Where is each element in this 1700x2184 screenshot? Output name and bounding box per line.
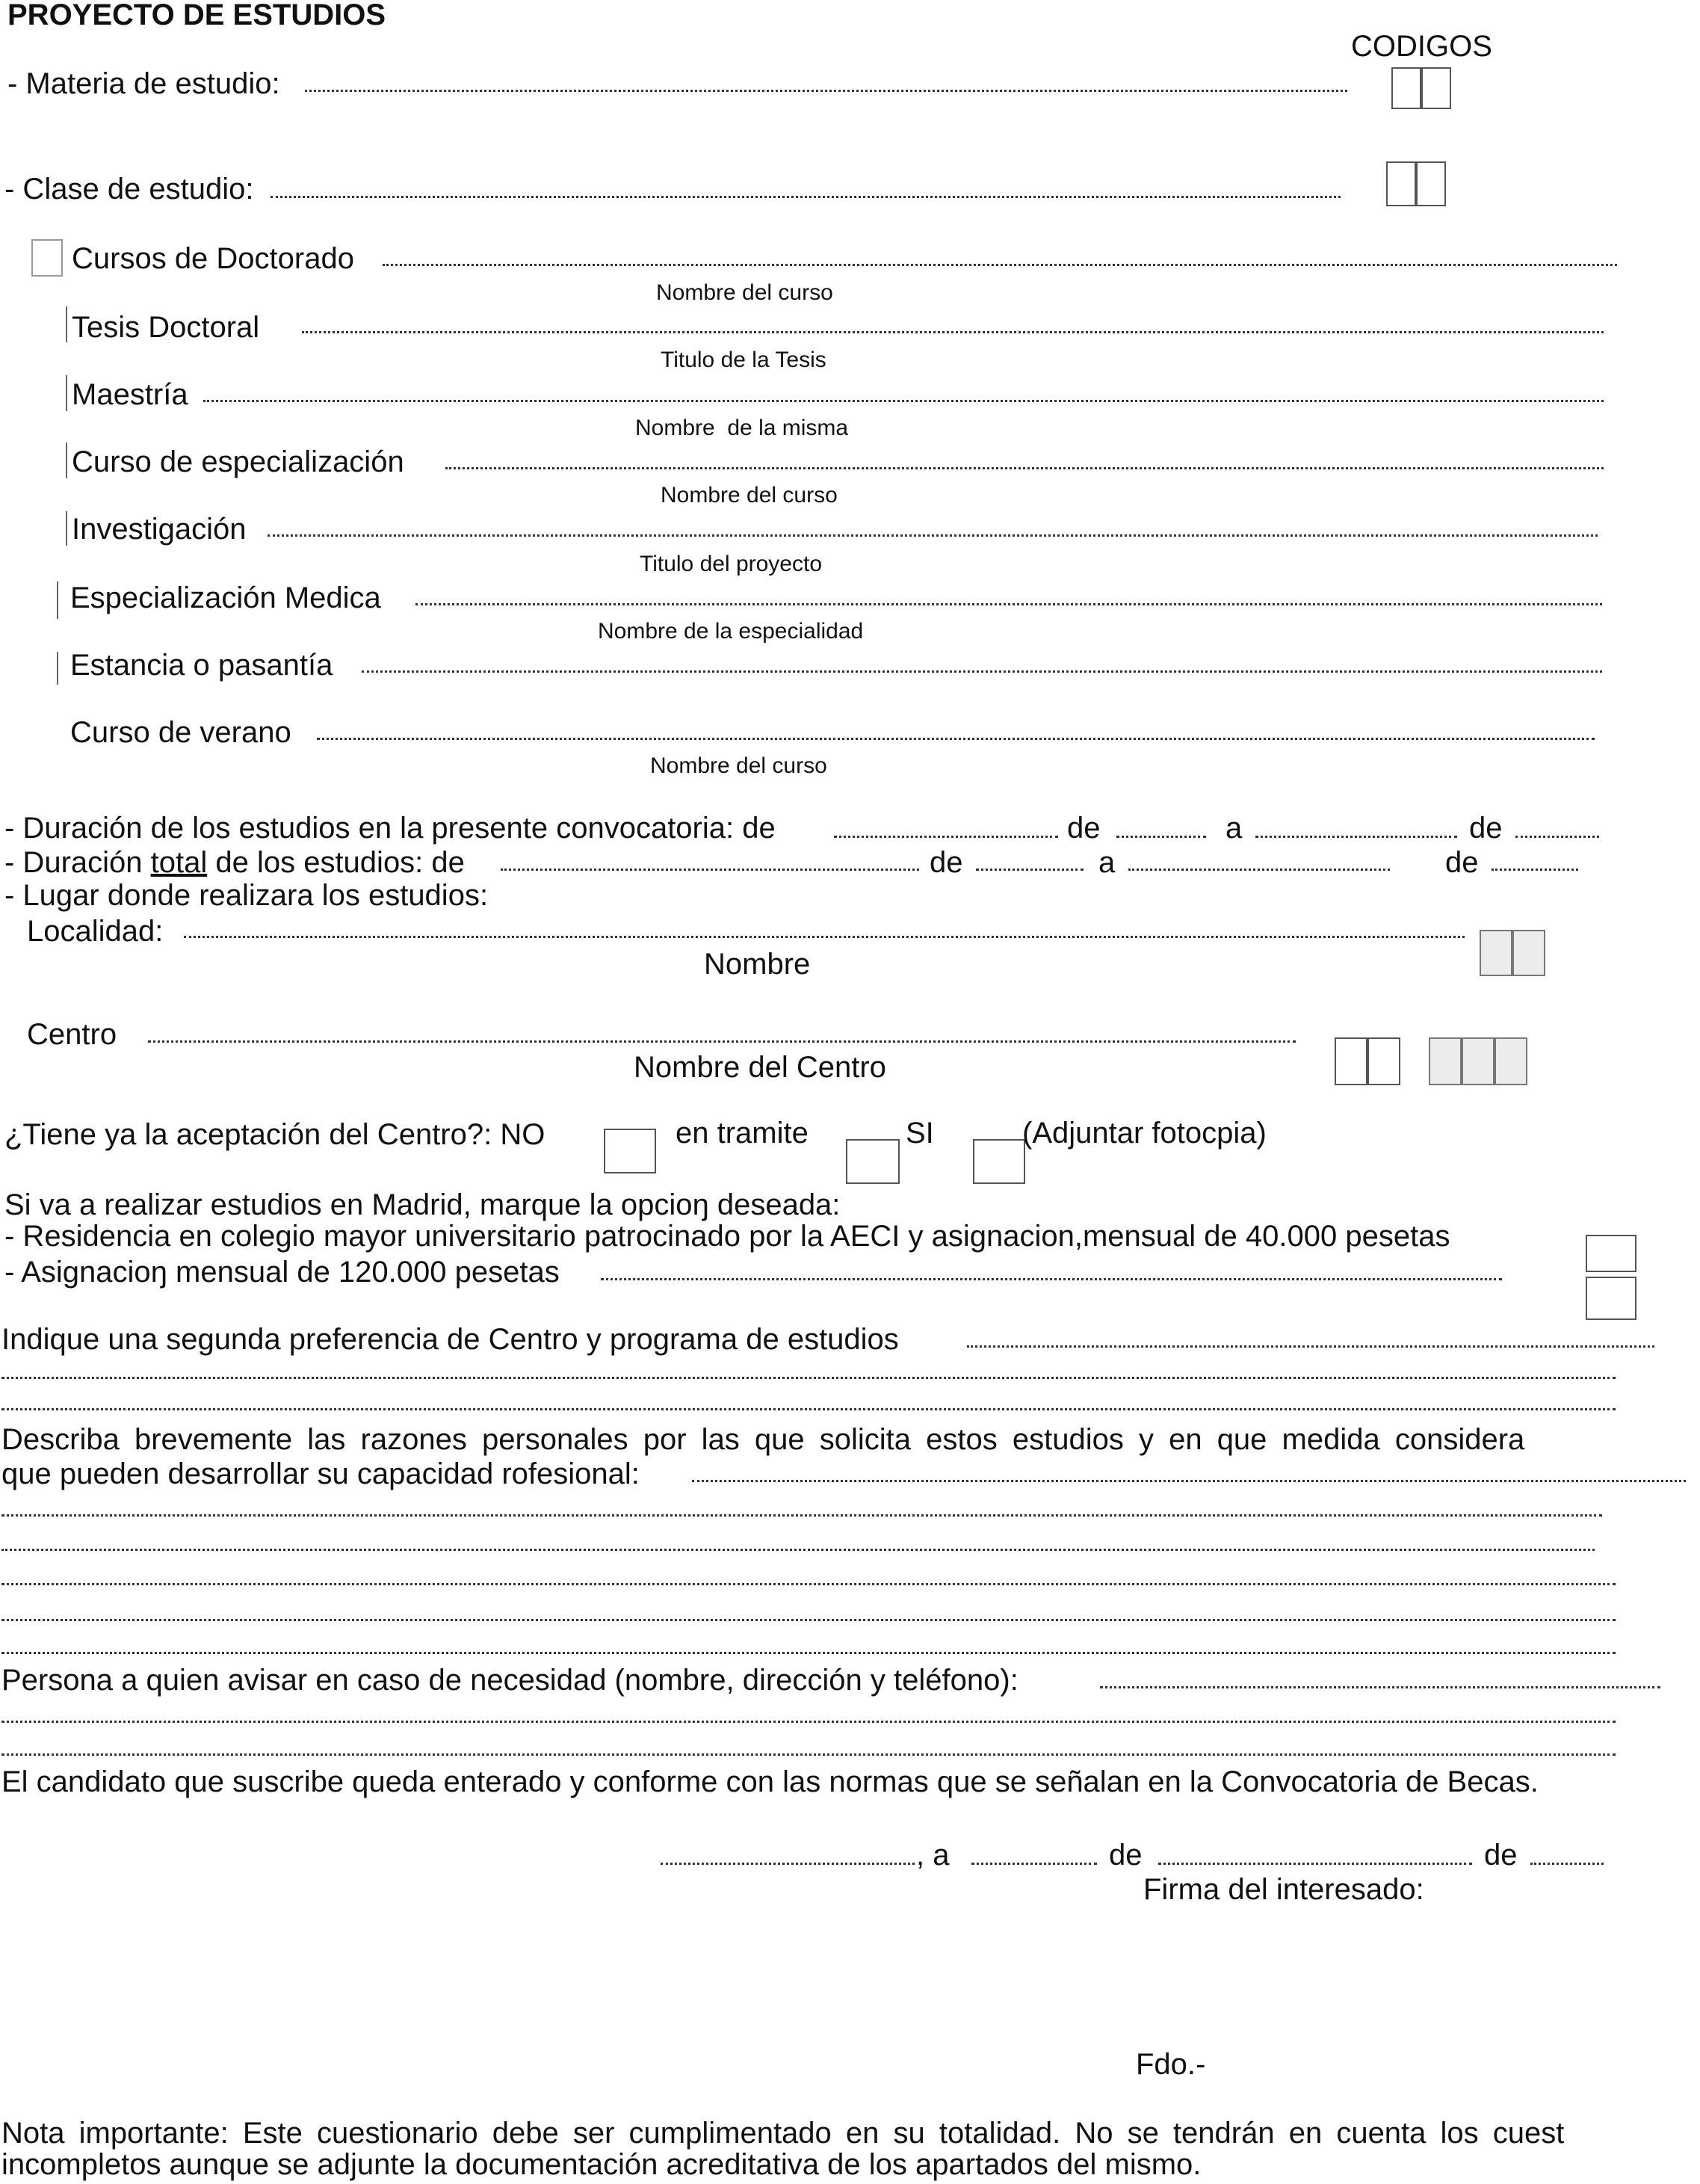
nota-line-1: Nota importante: Este cuestionario debe ser cumplimentado en su totalidad. No se tendrán en cuenta los cuest [1,2117,1565,2150]
persona-aviso-label: Persona a quien avisar en caso de necesidad (nombre, dirección y teléfono): [1,1664,1019,1697]
madrid-option-asignacion: - Asignacioŋ mensual de 120.000 pesetas [4,1256,560,1289]
madrid-asignacion-checkbox[interactable] [1586,1277,1636,1320]
madrid-asignacion-line [601,1278,1502,1280]
duration-total-to-day[interactable] [1128,869,1390,871]
fecha-de2: de [1484,1839,1518,1872]
option-checkbox-estancia[interactable] [57,652,58,685]
madrid-option-residencia: - Residencia en colegio mayor universitario patrocinado por la AECI y asignacion,mensual de 40.000 pesetas [4,1220,1450,1253]
razones-line-1[interactable] [692,1480,1686,1482]
materia-label: - Materia de estudio: [7,67,280,100]
madrid-intro: Si va a realizar estudios en Madrid, marque la opcioŋ deseada: [4,1188,841,1221]
razones-line-4[interactable] [1,1583,1616,1585]
duration-total-de2: de [1445,846,1479,879]
option-checkbox-doctorado[interactable] [31,239,63,277]
razones-prompt-line-2: que pueden desarrollar su capacidad rofesional: [1,1457,640,1490]
option-line-estancia[interactable] [362,670,1602,673]
materia-code-box-1[interactable] [1391,67,1421,109]
option-line-investigacion[interactable] [268,534,1598,537]
duration-total-de: de [930,846,963,879]
segunda-preferencia-line-3[interactable] [1,1408,1616,1410]
aceptacion-question: ¿Tiene ya la aceptación del Centro?: NO [4,1118,545,1151]
materia-code-box-2[interactable] [1421,67,1451,109]
option-line-maestria[interactable] [203,400,1604,402]
centro-code-box-1[interactable] [1335,1037,1367,1085]
aceptacion-tramite-label: en tramite [676,1117,809,1150]
razones-prompt-line-1: Describa brevemente las razones personales por las que solicita estos estudios y en que medida considera [1,1423,1525,1456]
option-sub-tesis: Titulo de la Tesis [661,348,826,372]
fecha-dia-line[interactable] [971,1863,1097,1865]
form-title: PROYECTO DE ESTUDIOS [7,0,386,31]
duration-current-to-month[interactable] [1515,836,1599,838]
lugar-label: - Lugar donde realizara los estudios: [4,879,489,912]
razones-line-5[interactable] [1,1619,1616,1621]
option-label-tesis: Tesis Doctoral [72,311,260,344]
option-checkbox-maestria[interactable] [66,375,67,411]
aceptacion-si-checkbox[interactable] [973,1139,1025,1184]
option-checkbox-tesis[interactable] [66,306,67,342]
option-label-estancia: Estancia o pasantía [70,649,333,682]
option-sub-medica: Nombre de la especialidad [598,619,864,644]
centro-code-box-4[interactable] [1462,1037,1495,1085]
option-checkbox-especializacion[interactable] [66,442,67,478]
centro-sub: Nombre del Centro [634,1051,886,1084]
option-label-maestria: Maestría [72,378,188,411]
duration-total-a: a [1098,846,1116,879]
duration-current-to-day[interactable] [1255,836,1457,838]
localidad-code-box-1[interactable] [1480,930,1512,976]
duration-total-label: - Duración total de los estudios: de [4,846,465,879]
fecha-anio-line[interactable] [1530,1863,1604,1865]
duration-current-de: de [1067,812,1101,845]
option-sub-especializacion: Nombre del curso [661,483,838,508]
centro-label: Centro [27,1018,117,1051]
duration-current-from-day[interactable] [834,836,1058,838]
aceptacion-tramite-checkbox[interactable] [846,1139,900,1184]
option-line-especializacion[interactable] [445,467,1604,469]
razones-line-3[interactable] [1,1549,1595,1551]
conforme-statement: El candidato que suscribe queda enterado y conforme con las normas que se señalan en la Convocatoria de Becas. [1,1765,1539,1798]
localidad-label: Localidad: [27,915,164,948]
duration-current-from-month[interactable] [1116,836,1206,838]
option-sub-maestria: Nombre de la misma [635,416,849,440]
fecha-comma-a: , a [916,1839,950,1872]
firma-label: Firma del interesado: [1143,1873,1424,1906]
centro-code-box-5[interactable] [1495,1037,1527,1085]
nota-line-2: incompletos aunque se adjunte la documentación acreditativa de los apartados del mismo. [1,2148,1202,2181]
codes-heading: CODIGOS [1351,30,1492,63]
option-label-verano: Curso de verano [70,716,291,749]
materia-input-line[interactable] [305,90,1347,92]
option-checkbox-investigacion[interactable] [66,511,67,546]
option-line-doctorado[interactable] [383,264,1617,266]
aceptacion-adjuntar-label: (Adjuntar fotocpia) [1022,1117,1267,1150]
fecha-de: de [1109,1839,1143,1872]
segunda-preferencia-line-1[interactable] [967,1345,1654,1348]
duration-current-a: a [1225,812,1243,845]
razones-line-2[interactable] [1,1514,1602,1517]
localidad-sub: Nombre [704,948,811,981]
option-label-especializacion: Curso de especialización [72,445,404,478]
localidad-code-box-2[interactable] [1512,930,1545,976]
option-line-tesis[interactable] [302,331,1604,333]
fdo-label: Fdo.- [1136,2048,1206,2081]
option-sub-investigacion: Titulo del proyecto [640,552,823,576]
clase-code-box-2[interactable] [1416,161,1446,206]
localidad-input-line[interactable] [184,936,1465,938]
centro-input-line[interactable] [148,1040,1296,1043]
madrid-residencia-checkbox[interactable] [1586,1235,1636,1272]
aceptacion-no-checkbox[interactable] [604,1129,656,1173]
persona-aviso-line-3[interactable] [1,1753,1616,1756]
razones-line-6[interactable] [1,1652,1616,1654]
fecha-lugar-line[interactable] [661,1863,915,1865]
aceptacion-si-label: SI [906,1117,934,1150]
fecha-mes-line[interactable] [1158,1863,1472,1865]
centro-code-box-2[interactable] [1367,1037,1400,1085]
option-label-doctorado: Cursos de Doctorado [72,242,354,275]
duration-current-label: - Duración de los estudios en la presente convocatoria: de [4,812,776,845]
persona-aviso-line-2[interactable] [1,1721,1616,1723]
segunda-preferencia-line-2[interactable] [1,1377,1616,1379]
option-label-medica: Especialización Medica [70,582,381,614]
option-checkbox-medica[interactable] [57,582,58,619]
centro-code-box-3[interactable] [1429,1037,1462,1085]
duration-total-from-day[interactable] [501,869,919,871]
duration-current-de2: de [1469,812,1503,845]
option-label-investigacion: Investigación [72,513,247,546]
clase-code-box-1[interactable] [1386,161,1416,206]
segunda-preferencia-label: Indique una segunda preferencia de Centro y programa de estudios [1,1323,899,1356]
option-line-verano[interactable] [317,738,1595,740]
option-line-medica[interactable] [415,603,1602,605]
duration-total-from-month[interactable] [976,869,1084,871]
clase-label: - Clase de estudio: [4,173,254,206]
persona-aviso-line-1[interactable] [1100,1686,1660,1688]
option-sub-verano: Nombre del curso [650,753,827,778]
clase-input-line[interactable] [271,196,1341,198]
duration-total-to-month[interactable] [1492,869,1578,871]
option-sub-doctorado: Nombre del curso [656,280,833,305]
